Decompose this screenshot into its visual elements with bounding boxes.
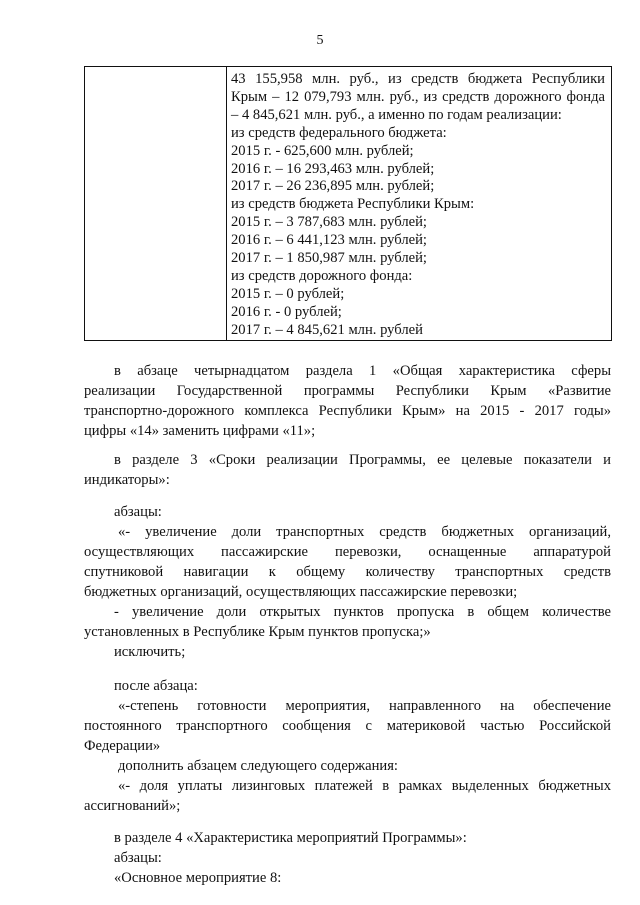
- paragraph-line: индикаторы»:: [84, 472, 170, 488]
- paragraph-line: «- увеличение доли транспортных средств бюджетных организаций,: [118, 524, 611, 540]
- paragraph-line: в разделе 3 «Сроки реализации Программы, ее целевые показатели и: [114, 452, 611, 468]
- funding-table: [84, 66, 612, 341]
- paragraph-line: установленных в Республике Крым пунктов пропуска;»: [84, 624, 431, 640]
- table-line: 2017 г. – 4 845,621 млн. рублей: [231, 321, 423, 338]
- paragraph-line: в абзаце четырнадцатом раздела 1 «Общая характеристика сферы: [114, 363, 611, 379]
- table-cell-empty: [85, 67, 227, 341]
- table-line: 43 155,958 млн. руб., из средств бюджета Республики: [231, 71, 605, 87]
- table-line: 2017 г. – 26 236,895 млн. рублей;: [231, 178, 435, 195]
- paragraph-line: в разделе 4 «Характеристика мероприятий Программы»:: [114, 830, 467, 846]
- paragraph-line: постоянного транспортного сообщения с материковой частью Российской: [84, 718, 611, 734]
- table-line: 2016 г. – 6 441,123 млн. рублей;: [231, 232, 427, 249]
- paragraph-line: цифры «14» заменить цифрами «11»;: [84, 423, 316, 439]
- paragraph-line: дополнить абзацем следующего содержания:: [118, 758, 398, 774]
- table-line: из средств федерального бюджета:: [231, 124, 447, 141]
- table-line: 2016 г. - 0 рублей;: [231, 303, 342, 320]
- table-line: 2016 г. – 16 293,463 млн. рублей;: [231, 160, 435, 177]
- paragraph-line: транспортно-дорожного комплекса Республики Крым» на 2015 - 2017 годы»: [84, 403, 611, 419]
- page-number: 5: [316, 33, 324, 48]
- paragraph-line: после абзаца:: [114, 678, 198, 694]
- paragraph-line: «-степень готовности мероприятия, направленного на обеспечение: [118, 698, 611, 714]
- paragraph-line: - увеличение доли открытых пунктов пропуска в общем количестве: [114, 604, 611, 620]
- paragraph-line: исключить;: [114, 644, 186, 660]
- paragraph-line: бюджетных организаций, осуществляющих пассажирские перевозки;: [84, 584, 518, 600]
- paragraph-line: реализации Государственной программы Республики Крым «Развитие: [84, 383, 611, 399]
- paragraph-line: ассигнований»;: [84, 798, 181, 814]
- paragraph-line: абзацы:: [114, 850, 162, 866]
- table-line: – 4 845,621 млн. руб., а именно по годам реализации:: [231, 106, 562, 123]
- paragraph-line: абзацы:: [114, 504, 162, 520]
- paragraph-line: «Основное мероприятие 8:: [114, 870, 282, 886]
- paragraph-line: «- доля уплаты лизинговых платежей в рамках выделенных бюджетных: [118, 778, 611, 794]
- table-line: из средств дорожного фонда:: [231, 267, 413, 284]
- paragraph-line: осуществляющих пассажирские перевозки, оснащенные аппаратурой: [84, 544, 611, 560]
- table-line: 2015 г. – 3 787,683 млн. рублей;: [231, 214, 427, 231]
- table-row: [85, 67, 612, 341]
- table-line: Крым – 12 079,793 млн. руб., из средств дорожного фонда: [231, 88, 605, 105]
- paragraph-line: Федерации»: [84, 738, 161, 754]
- table-line: 2017 г. – 1 850,987 млн. рублей;: [231, 250, 427, 267]
- table-cell-funding: [227, 67, 612, 341]
- paragraph-line: спутниковой навигации к общему количеству транспортных средств: [84, 564, 611, 580]
- table-line: 2015 г. - 625,600 млн. рублей;: [231, 142, 414, 159]
- table-line: 2015 г. – 0 рублей;: [231, 285, 345, 302]
- table-line: из средств бюджета Республики Крым:: [231, 196, 475, 213]
